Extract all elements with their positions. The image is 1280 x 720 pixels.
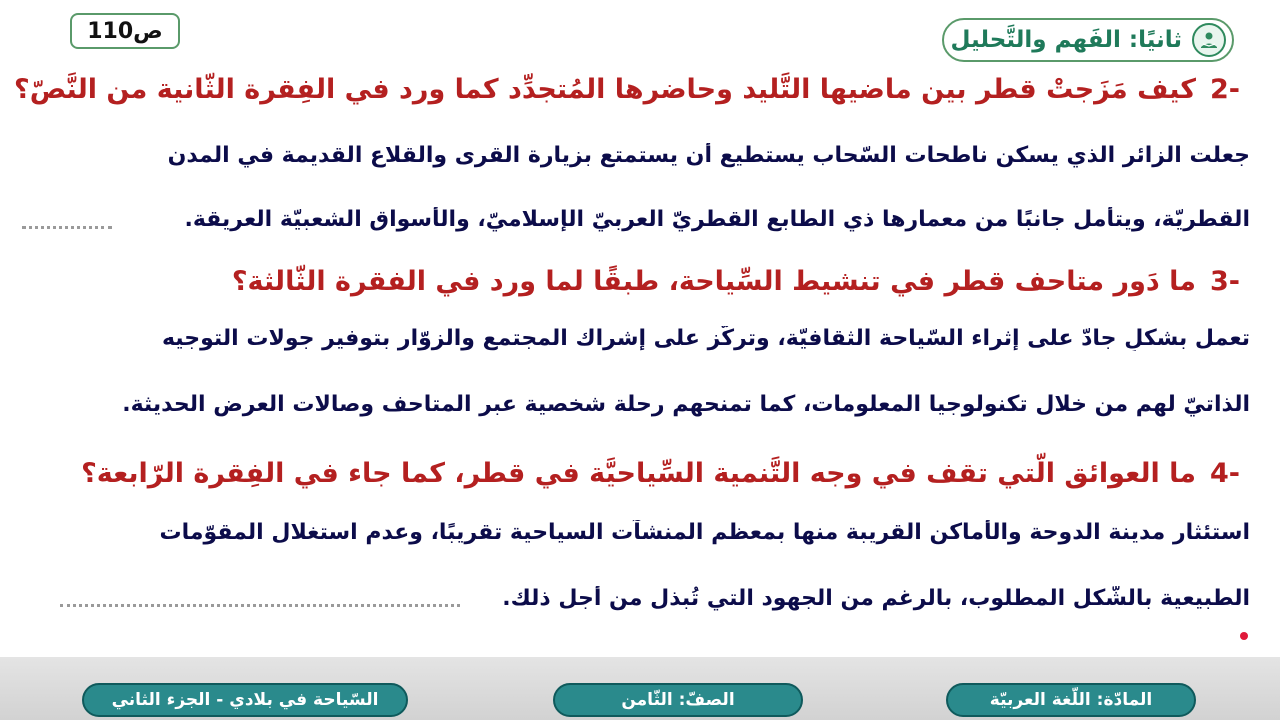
answer-2-line-2: القطريّة، ويتأمل جانبًا من معمارها ذي الطابع القطريّ العربيّ الإسلاميّ، والأسواق الشعبيّة العريقة. — [184, 207, 1250, 232]
section-title: ثانيًا: الفَهم والتَّحليل — [950, 27, 1182, 53]
unit-label: السّياحة في بلادي - الجزء الثاني — [111, 690, 379, 710]
question-2 — [14, 74, 1240, 105]
page-number-badge — [70, 13, 180, 49]
question-text: كيف مَزَجتْ قطر بين ماضيها التَّليد وحاضرها المُتجدِّد كما ورد في الفِقرة الثّانية من النَّصّ؟ — [14, 74, 1196, 105]
reading-emblem-icon — [1192, 23, 1226, 57]
answer-4-line-2: الطبيعية بالشّكل المطلوب، بالرغم من الجهود التي تُبذل من أجل ذلك. — [502, 586, 1250, 611]
answer-2-line-1: جعلت الزائر الذي يسكن ناطحات السّحاب يستطيع أن يستمتع بزيارة القرى والقلاع القديمة في المدن — [167, 143, 1250, 168]
pointer-dot — [1240, 632, 1248, 640]
question-3 — [232, 266, 1240, 297]
answer-3-line-2: الذاتيّ لهم من خلال تكنولوجيا المعلومات، كما تمنحهم رحلة شخصية عبر المتاحف وصالات العرض الحديثة. — [122, 392, 1250, 417]
question-text: ما العوائق الّتي تقف في وجه التَّنمية السِّياحيَّة في قطر، كما جاء في الفِقرة الرّابعة؟ — [81, 458, 1196, 489]
footer-unit — [82, 683, 408, 717]
grade-label: الصفّ: الثّامن — [621, 690, 735, 710]
answer-dotted-line — [60, 604, 460, 607]
question-4 — [81, 458, 1240, 489]
question-number: -2 — [1209, 74, 1240, 105]
answer-4-line-1: استئثار مدينة الدوحة والأماكن القريبة منها بمعظم المنشآت السياحية تقريبًا، وعدم استغلال المقوّمات — [159, 520, 1250, 545]
question-text: ما دَور متاحف قطر في تنشيط السِّياحة، طبقًا لما ورد في الفقرة الثّالثة؟ — [231, 266, 1196, 297]
footer-subject — [946, 683, 1196, 717]
subject-label: المادّة: اللّغة العربيّة — [989, 690, 1153, 710]
answer-dotted-line — [22, 226, 112, 229]
question-number: -4 — [1209, 458, 1240, 489]
question-number: -3 — [1209, 266, 1240, 297]
section-header — [942, 18, 1234, 62]
page-number: ص110 — [87, 18, 163, 44]
answer-3-line-1: تعمل بشكلٍ جادّ على إثراء السّياحة الثقافيّة، وتركّز على إشراك المجتمع والزوّار بتوفير جولات التوجيه — [161, 326, 1250, 351]
footer-grade — [553, 683, 803, 717]
